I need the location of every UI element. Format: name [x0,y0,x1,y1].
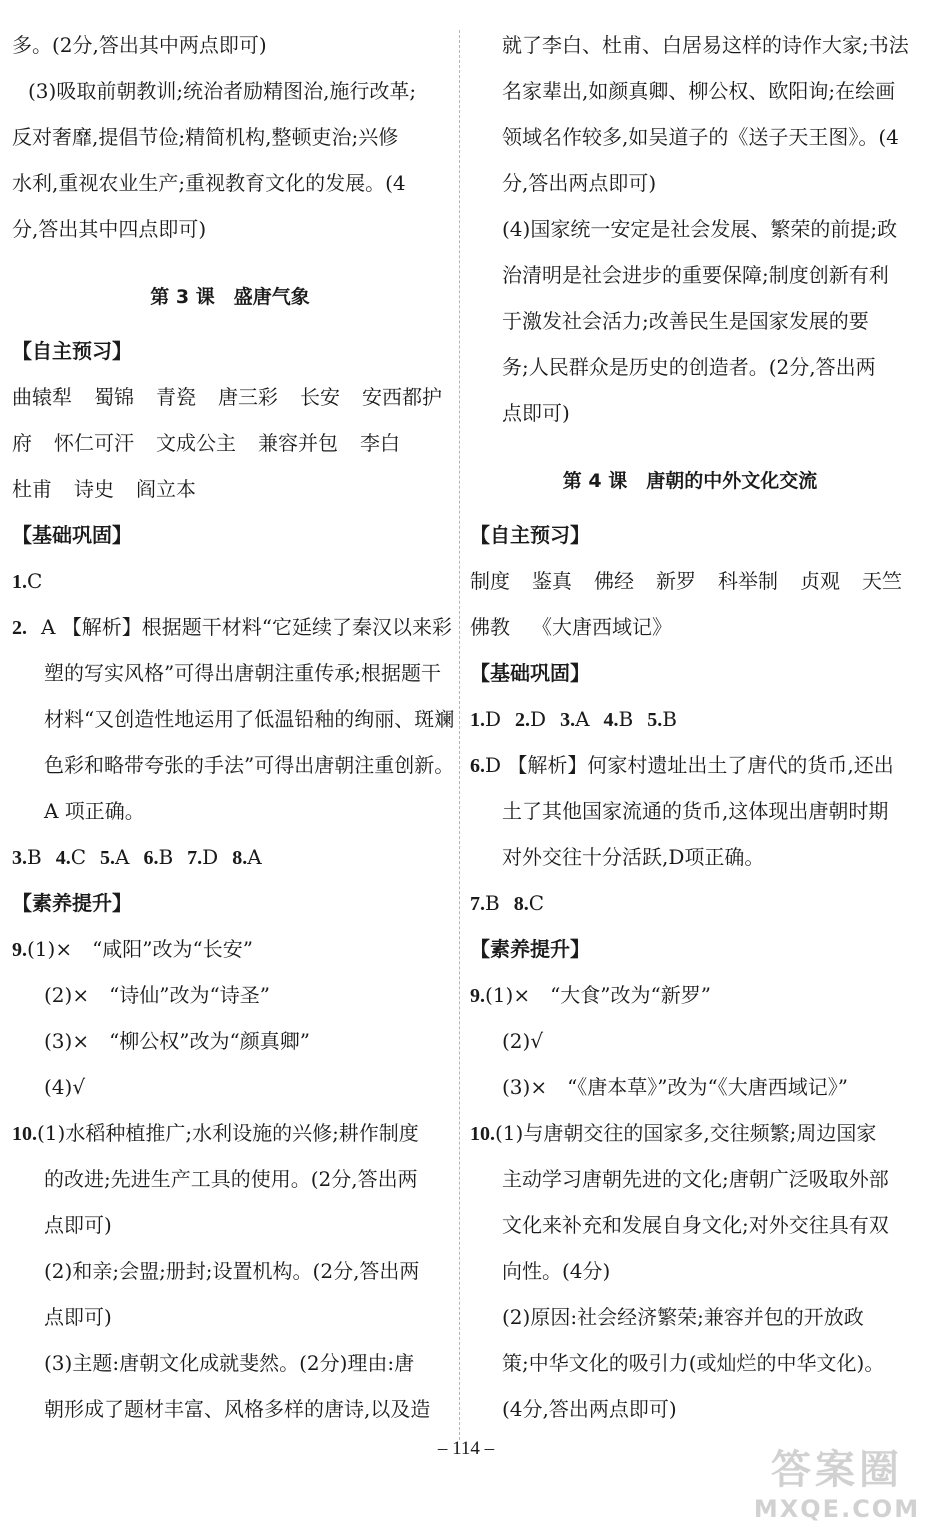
term: 怀仁可汗 [54,431,134,455]
text-line: 主动学习唐朝先进的文化;唐朝广泛吸取外部 [502,1167,889,1191]
text-line: 务;人民群众是历史的创造者。(2分,答出两 [502,355,876,379]
text-line: 分,答出其中四点即可) [12,217,207,241]
text-line: 领域名作较多,如吴道子的《送子天王图》。(4 [502,125,899,149]
question-number: 4. [603,709,619,731]
term: 文成公主 [156,431,236,455]
lesson-3-title: 第 3 课 盛唐气象 [150,286,310,308]
question-text: (1)× “大食”改为“新罗” [485,983,711,1007]
text-line: 文化来补充和发展自身文化;对外交往具有双 [502,1213,889,1237]
answer-value: C [528,891,545,915]
text-line: 材料“又创造性地运用了低温铅釉的绚丽、斑斓 [44,707,455,731]
question-number: 5. [100,847,116,869]
preview-row [12,420,448,466]
question-number: 3. [560,709,576,731]
text-line: 策;中华文化的吸引力(或灿烂的中华文化)。 [502,1351,885,1375]
text-line: 反对奢靡,提倡节俭;精简机构,整顿吏治;兴修 [12,125,399,149]
answer-line [12,558,448,604]
watermark-site-text: MXQE.COM [753,1495,921,1523]
text-line: 对外交往十分活跃,D项正确。 [502,845,765,869]
term: 鉴真 [532,569,572,593]
text-line: (3)主题:唐朝文化成就斐然。(2分)理由:唐 [44,1351,415,1375]
question-text: (1)与唐朝交往的国家多,交往频繁;周边国家 [495,1121,877,1145]
answer-value: B [618,707,634,731]
term: 天竺 [862,569,902,593]
term: 《大唐西域记》 [532,615,672,639]
term: 兼容并包 [258,431,338,455]
text-line: A 项正确。 [44,799,145,823]
term: 府 [12,431,32,455]
text-line: 就了李白、杜甫、白居易这样的诗作大家;书法 [502,33,909,57]
question-text: D 【解析】何家村遗址出土了唐代的货币,还出 [485,753,894,777]
text-line: (3)× “《唐本草》”改为“《大唐西域记》” [502,1075,848,1099]
text-line: (4)国家统一安定是社会发展、繁荣的前提;政 [502,217,898,241]
text-line: 塑的写实风格”可得出唐朝注重传承;根据题干 [44,661,441,685]
question-9-first [12,926,448,972]
section-heading-advance: 【素养提升】 [470,937,590,961]
question-number: 4. [55,847,71,869]
text-line: (2)× “诗仙”改为“诗圣” [44,983,270,1007]
text-line: (2)原因:社会经济繁荣;兼容并包的开放政 [502,1305,864,1329]
watermark-logo-text: 答案圈 [771,1447,903,1493]
question-text: A 【解析】根据题干材料“它延续了秦汉以来彩 [41,615,453,639]
question-number: 8. [232,847,248,869]
question-6-first [470,742,910,788]
term: 阎立本 [136,477,196,501]
question-text: (1)× “咸阳”改为“长安” [27,937,253,961]
text-line: 于激发社会活力;改善民生是国家发展的要 [502,309,869,333]
term: 安西都护 [362,385,442,409]
preview-row [470,558,910,604]
term: 长安 [300,385,340,409]
question-number: 8. [513,893,529,915]
answer-value: C [27,569,43,593]
term: 李白 [360,431,400,455]
text-line: 点即可) [44,1305,112,1329]
text-line: 水利,重视农业生产;重视教育文化的发展。(4 [12,171,406,195]
text-line: (3)× “柳公权”改为“颜真卿” [44,1029,310,1053]
answer-value: A [575,707,590,731]
lesson-4-title: 第 4 课 唐朝的中外文化交流 [562,470,818,492]
text-line: 多。(2分,答出其中两点即可) [12,33,267,57]
answers-row [470,696,910,742]
question-number: 1. [470,709,485,731]
term: 制度 [470,569,510,593]
answer-value: B [27,845,42,869]
answer-value: B [158,845,174,869]
question-number: 9. [12,939,27,961]
term: 新罗 [656,569,696,593]
watermark-logo [752,1446,922,1530]
section-heading-preview: 【自主预习】 [470,523,590,547]
question-2-first [12,604,453,650]
text-line: (2)√ [502,1029,544,1053]
term: 曲辕犁 [12,385,72,409]
question-number: 2. [12,617,27,639]
section-heading-advance: 【素养提升】 [12,891,132,915]
question-number: 1. [12,571,27,593]
question-number: 10. [12,1123,37,1145]
answer-value: D [202,845,219,869]
question-10-first [12,1110,448,1156]
text-line: (2)和亲;会盟;册封;设置机构。(2分,答出两 [44,1259,420,1283]
answer-value: A [115,845,130,869]
column-divider [459,30,460,1440]
text-line: 名家辈出,如颜真卿、柳公权、欧阳询;在绘画 [502,79,896,103]
question-number: 10. [470,1123,495,1145]
question-number: 5. [647,709,663,731]
text-line: 朝形成了题材丰富、风格多样的唐诗,以及造 [44,1397,431,1421]
question-number: 3. [12,847,27,869]
question-9-first [470,972,910,1018]
term: 唐三彩 [218,385,278,409]
question-number: 7. [470,893,485,915]
page-number: – 114 – [437,1438,495,1459]
term: 蜀锦 [94,385,134,409]
text-line: (3)吸取前朝教训;统治者励精图治,施行改革; [28,79,417,103]
section-heading-preview: 【自主预习】 [12,339,132,363]
term: 佛教 [470,615,510,639]
question-number: 9. [470,985,485,1007]
preview-row [470,604,910,650]
section-heading-basics: 【基础巩固】 [470,661,590,685]
text-line: 点即可) [502,401,570,425]
text-line: 色彩和略带夸张的手法”可得出唐朝注重创新。 [44,753,455,777]
term: 诗史 [74,477,114,501]
answer-value: B [662,707,677,731]
answer-value: A [247,845,262,869]
answers-row [470,880,910,926]
text-line: 土了其他国家流通的货币,这体现出唐朝时期 [502,799,889,823]
preview-row [12,466,448,512]
left-column [12,22,455,1432]
question-number: 6. [470,755,485,777]
question-text: (1)水稻种植推广;水利设施的兴修;耕作制度 [37,1121,419,1145]
answer-value: C [70,845,87,869]
text-line: (4)√ [44,1075,86,1099]
text-line: 治清明是社会进步的重要保障;制度创新有利 [502,263,889,287]
term: 杜甫 [12,477,52,501]
text-line: 的改进;先进生产工具的使用。(2分,答出两 [44,1167,418,1191]
right-column [470,22,910,1432]
section-heading-basics: 【基础巩固】 [12,523,132,547]
preview-row [12,374,448,420]
term: 科举制 [718,569,778,593]
term: 贞观 [800,569,840,593]
answers-row [12,834,448,880]
answer-value: B [485,891,500,915]
question-number: 6. [143,847,159,869]
question-number: 7. [187,847,203,869]
term: 佛经 [594,569,634,593]
question-10-first [470,1110,910,1156]
text-line: (4分,答出两点即可) [502,1397,677,1421]
text-line: 向性。(4分) [502,1259,611,1283]
text-line: 分,答出两点即可) [502,171,657,195]
answer-value: D [530,707,547,731]
question-number: 2. [515,709,531,731]
answer-value: D [485,707,502,731]
text-line: 点即可) [44,1213,112,1237]
term: 青瓷 [156,385,196,409]
